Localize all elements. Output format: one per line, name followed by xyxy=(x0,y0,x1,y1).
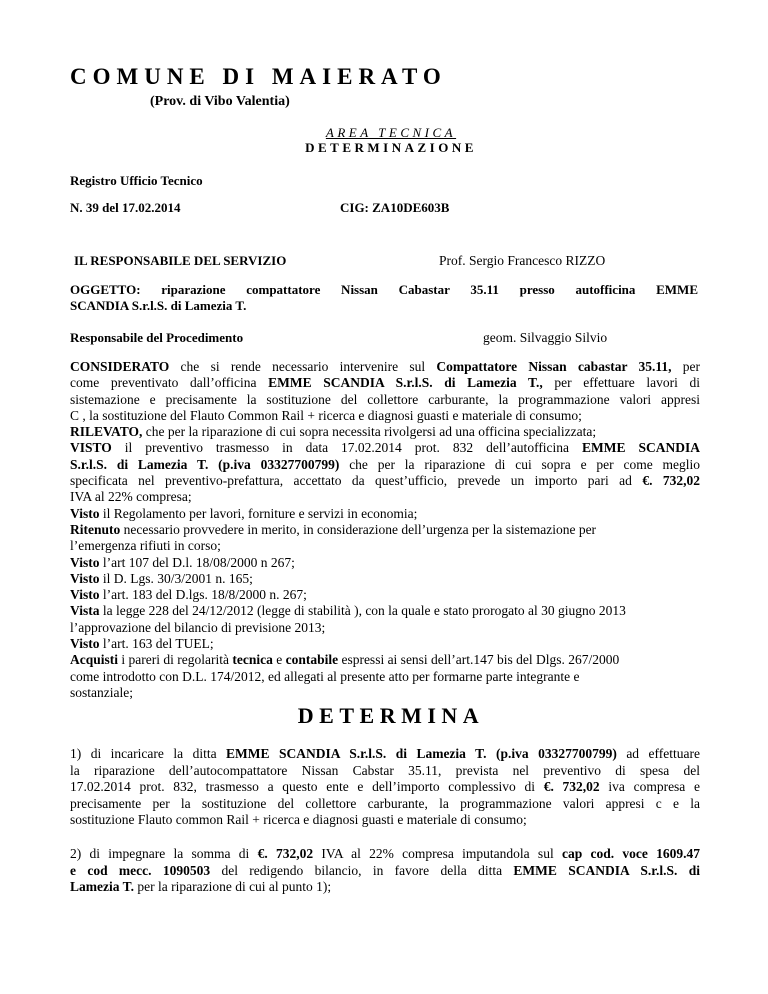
acquisiti-keyword: Acquisti xyxy=(70,652,119,668)
visto-prev-ditta: S.r.l.S. di Lamezia T. (p.iva 03327700799) xyxy=(70,456,340,472)
considerato-text: che si rende necessario intervenire sul xyxy=(169,359,437,374)
punto2-capitolo: cap cod. voce 1609.47 xyxy=(561,846,701,861)
visto-prev-l2t: che per la riparazione di cui sopra e per come meglio xyxy=(339,456,700,472)
vista-legge-line-2: l’approvazione del bilancio di previsione 2013; xyxy=(70,619,326,635)
visto-tuel-text: l’art. 163 del TUEL; xyxy=(99,636,214,652)
visto-dlgs-text: il D. Lgs. 30/3/2001 n. 165; xyxy=(99,570,253,586)
punto1-importo: €. 732,02 xyxy=(543,779,600,795)
punto2-a: 2) di impegnare la somma di xyxy=(70,846,258,861)
considerato-tail: per xyxy=(671,359,700,374)
punto2-ditta: EMME SCANDIA S.r.l.S. di xyxy=(513,862,700,878)
visto-art183-text: l’art. 183 del D.lgs. 18/8/2000 n. 267; xyxy=(99,587,307,603)
acquisiti-line-3: sostanziale; xyxy=(70,684,133,700)
considerato-line-1 xyxy=(70,359,700,375)
oggetto-line-1: OGGETTO: riparazione compattatore Nissan Cabastar 35.11 presso autofficina EMME xyxy=(70,282,698,297)
visto-prev-l3t: specificata nel preventivo-prefattura, accettato da quest’ufficio, prevede un importo pari ad xyxy=(70,473,643,489)
punto1-line-2: la riparazione dell’autocompattatore Nissan Cabstar 35.11, prevista nel preventivo di spesa del xyxy=(70,762,700,778)
oggetto xyxy=(70,282,698,314)
punto2-line-3 xyxy=(70,879,700,896)
punto1-ditta: EMME SCANDIA S.r.l.S. di Lamezia T. (p.iva 03327700799) xyxy=(226,746,617,761)
premesse xyxy=(70,359,700,701)
visto-art107-keyword: Visto xyxy=(70,554,100,570)
responsabile-label: IL RESPONSABILE DEL SERVIZIO xyxy=(74,253,287,268)
provincia-subtitle: (Prov. di Vibo Valentia) xyxy=(150,94,290,109)
considerato-l2c: per effettuare lavori di xyxy=(542,375,700,391)
punto1-l3c: iva compresa e xyxy=(599,779,701,795)
punto-1 xyxy=(70,746,700,829)
punto2-lamezia: Lamezia T. xyxy=(70,879,134,895)
considerato-l2b: EMME SCANDIA S.r.l.S. di Lamezia T., xyxy=(268,375,543,391)
punto2-l3b: per la riparazione di cui al punto 1); xyxy=(134,879,332,895)
visto-preventivo-line-1 xyxy=(70,440,700,456)
visto-regolamento-line xyxy=(70,506,700,522)
visto-prev-text: il preventivo trasmesso in data 17.02.2014 prot. 832 dell’autofficina xyxy=(111,440,583,456)
acquisiti-contabile: contabile xyxy=(285,652,339,668)
visto-reg-text: il Regolamento per lavori, forniture e servizi in economia; xyxy=(99,505,418,521)
punto-2 xyxy=(70,846,700,896)
punto1-c: ad effettuare xyxy=(616,746,700,761)
punto2-codmecc: e cod mecc. 1090503 xyxy=(70,862,211,878)
ritenuto-line-2: l’emergenza rifiuti in corso; xyxy=(70,538,221,554)
visto-art107-text: l’art 107 del D.l. 18/08/2000 n 267; xyxy=(99,554,295,570)
rilevato-line xyxy=(70,424,700,440)
acquisiti-line-1 xyxy=(70,652,700,668)
visto-tuel-line xyxy=(70,636,700,652)
punto2-line-2 xyxy=(70,863,700,880)
considerato-line-3: sistemazione e precisamente la sostituzione del collettore carburante, la programmazione valori appresi xyxy=(70,391,700,407)
determinazione-heading: DETERMINAZIONE xyxy=(305,140,477,155)
visto-preventivo-line-4: IVA al 22% compresa; xyxy=(70,489,192,505)
considerato-bold: Compattatore Nissan cabastar 35.11, xyxy=(436,359,672,374)
acquisiti-t1: i pareri di regolarità xyxy=(118,652,233,668)
visto-art107-line xyxy=(70,555,700,571)
acquisiti-t3: espressi ai sensi dell’art.147 bis del Dlgs. 267/2000 xyxy=(338,652,620,668)
vista-legge-text: la legge 228 del 24/12/2012 (legge di stabilità ), con la quale e stato prorogato al 30 giugno 2013 xyxy=(99,603,626,619)
ritenuto-line-1 xyxy=(70,522,700,538)
considerato-line-4: C , la sostituzione del Flauto Common Rail + ricerca e diagnosi guasti e materiale di consumo; xyxy=(70,407,582,423)
visto-dlgs-line xyxy=(70,571,700,587)
punto1-line-5: sostituzione Flauto common Rail + ricerca e diagnosi guasti e materiale di consumo; xyxy=(70,812,527,828)
comune-title: COMUNE DI MAIERATO xyxy=(70,64,447,89)
considerato-l2a: come preventivato dall’officina xyxy=(70,375,269,391)
cig-code: CIG: ZA10DE603B xyxy=(340,200,450,215)
visto-prev-importo: €. 732,02 xyxy=(642,473,701,489)
ritenuto-keyword: Ritenuto xyxy=(70,521,121,537)
visto-reg-keyword: Visto xyxy=(70,505,100,521)
registro-numero: N. 39 del 17.02.2014 xyxy=(70,200,181,215)
punto2-line-1 xyxy=(70,846,700,863)
acquisiti-line-2: come introdotto con D.L. 174/2012, ed allegati al presente atto per formarne parte integrante e xyxy=(70,668,580,684)
acquisiti-tecnica: tecnica xyxy=(232,652,273,668)
ritenuto-text: necessario provvedere in merito, in considerazione dell’urgenza per la sistemazione per xyxy=(120,521,597,537)
visto-preventivo-line-3 xyxy=(70,473,700,489)
punto1-line-1 xyxy=(70,746,700,763)
oggetto-line-2: SCANDIA S.r.l.S. di Lamezia T. xyxy=(70,298,247,313)
punto2-l2b: del redigendo bilancio, in favore della ditta xyxy=(210,862,514,878)
area-tecnica-heading xyxy=(0,125,768,141)
visto-art183-line xyxy=(70,587,700,603)
area-tecnica-text: AREA TECNICA xyxy=(325,125,457,140)
punto1-l3a: 17.02.2014 prot. 832, trasmesso a questo ente e dell’importo complessivo di xyxy=(70,779,544,795)
punto1-line-3 xyxy=(70,779,700,796)
rilevato-keyword: RILEVATO, xyxy=(70,424,143,440)
visto-prev-bold: EMME SCANDIA xyxy=(582,440,700,456)
visto-art183-keyword: Visto xyxy=(70,587,100,603)
rilevato-text: che per la riparazione di cui sopra necessita rivolgersi ad una officina specializzata; xyxy=(142,424,597,440)
registro-label: Registro Ufficio Tecnico xyxy=(70,173,203,188)
considerato-line-2 xyxy=(70,375,700,391)
procedimento-nome: geom. Silvaggio Silvio xyxy=(483,330,608,345)
vista-legge-keyword: Vista xyxy=(70,603,100,619)
visto-preventivo-line-2 xyxy=(70,457,700,473)
acquisiti-t2: e xyxy=(272,652,286,668)
punto1-a: 1) di incaricare la ditta xyxy=(70,746,227,761)
determina-heading: DETERMINA xyxy=(297,703,485,728)
responsabile-nome: Prof. Sergio Francesco RIZZO xyxy=(439,253,606,268)
vista-legge-line-1 xyxy=(70,603,700,619)
visto-tuel-keyword: Visto xyxy=(70,636,100,652)
punto1-line-4: precisamente per la sostituzione del collettore carburante, la programmazione valori appresi c e la xyxy=(70,795,700,811)
visto-dlgs-keyword: Visto xyxy=(70,570,100,586)
punto2-c: IVA al 22% compresa imputandola sul xyxy=(313,846,562,861)
visto-prev-keyword: VISTO xyxy=(70,440,112,456)
procedimento-label: Responsabile del Procedimento xyxy=(70,330,244,345)
considerato-keyword: CONSIDERATO xyxy=(70,359,170,374)
punto2-importo: €. 732,02 xyxy=(257,846,314,861)
